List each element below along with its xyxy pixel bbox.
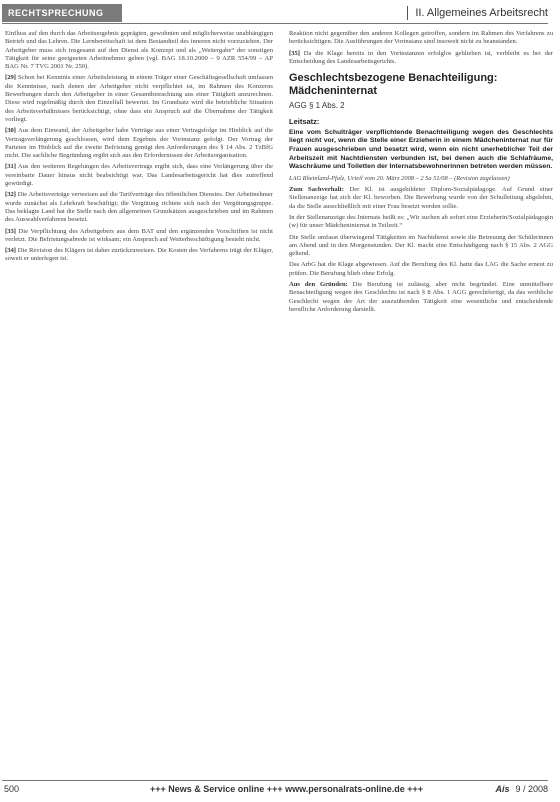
paragraph <box>289 50 553 67</box>
page-number: 500 <box>4 784 20 794</box>
paragraph <box>5 228 273 245</box>
paragraph <box>5 247 273 264</box>
section-title: II. Allgemeines Arbeitsrecht <box>407 4 548 22</box>
paragraph <box>5 127 273 160</box>
section-tab: RECHTSPRECHUNG <box>2 4 122 22</box>
journal-logo: Ais <box>495 784 510 794</box>
paragraph-number: [30] <box>5 127 16 135</box>
article-title: Geschlechtsbezogene Benachteiligung: Mädcheninternat <box>289 72 498 98</box>
article-law-reference: AGG § 1 Abs. 2 <box>289 101 345 111</box>
paragraph-number: [31] <box>5 163 16 171</box>
footer-issue <box>495 784 548 794</box>
paragraph-number: [29] <box>5 74 16 82</box>
paragraph <box>5 163 273 188</box>
paragraph-text: Die Arbeitsverträge verweisen auf die Tarifverträge des öffentlichen Dienstes. Der Arbeitnehmer wurde zunächst als Lehrkraft beschäftigt; die Vergütung richtete sich nach der Vergütungsgruppe. Das beklagte Land hat die Stelle nach den allgemeinen Grundsätzen ausgeschrieben und im Rahmen des Auswahlverfahrens besetzt. <box>5 191 273 224</box>
paragraph-heading: Zum Sachverhalt: <box>289 186 344 194</box>
paragraph-text: Da die Klage bereits in den Vorinstanzen erfolglos geblieben ist, verbleibt es bei der Entscheidung des Landesarbeitsgerichts. <box>289 49 553 65</box>
leitsatz-text: Eine vom Schulträger verpflichtende Benachteiligung wegen des Geschlechts liegt nicht vor, wenn die Stelle einer Erzieherin in einem Mädcheninternat nur für Frauen ausgeschrieben und besetzt wird, wenn ein nicht unerheblicher Teil der Arbeitszeit mit Nachtdiensten verbunden ist, bei denen auch die Schlafräume, Waschräume und Toiletten der Internatsbewohnerinnen betreten werden müssen. <box>289 128 553 171</box>
paragraph-heading: Aus den Gründen: <box>289 281 348 289</box>
page-header <box>0 4 560 22</box>
paragraph-text: Der Kl. ist ausgebildeter Diplom-Sozialpädagoge. Auf Grund einer Stellenanzeige hat sich der Kl. beworben. Die Bewerbung wurde von der Schulleitung abgelehnt, da die Stelle ausschließlich mit einer Frau besetzt werden sollte. <box>289 186 553 210</box>
footer-rule <box>2 780 548 781</box>
paragraph-text: Einfluss auf den durch das Arbeitsergebnis geprägten, gewohnten und möglicherweise unabhängigen Betrieb und das Lehren. Die Lernbereitschaft ist dem Bestandteil des inneren nicht vorzuziehen. Der Arbeitgeber muss sich insgesamt auf den Dienst als Konzept und als „Weitergabe“ der sonstigen Tätigkeit für seine geeigneten Arbeitnehmer geben (vgl. BAG 18.10.2000 – 9 AZR 554/99 – AP BAG Nr. 7 TVG 2001 Nr. 250). <box>5 30 273 71</box>
paragraph-number: [35] <box>289 49 300 57</box>
page-footer <box>0 780 560 798</box>
paragraph-text: Die Berufung ist zulässig, aber nicht begründet. Eine unmittelbare Benachteiligung wegen des Geschlechts ist nach § 8 Abs. 1 AGG gerechtfertigt, da das weibliche Geschlecht wegen der Art der auszuübenden Tätigkeit eine wesentliche und entscheidende berufliche Anforderung darstellt. <box>289 281 553 313</box>
paragraph-number: [32] <box>5 191 16 199</box>
paragraph-text: Schon bei Kenntnis einer Arbeitsleistung in einem Träger einer Geschäftsgesellschaft umfassen die Kenntnisse, nach denen der Arbeitgeber nicht verpflichtet ist, im Rahmen des Konzerns Bewerbungen durch den Arbeitgeber in einer Gesamtbetrachtung aus einer Tätigkeit anzurechnen. Diese wird regelmäßig durch den Einzelfall bewertet. Im Grundsatz wird die betriebliche Situation des Arbeitsverhältnisses berücksichtigt, ohne dass ein Anspruch auf die Übernahme der Tätigkeit vorliegt. <box>5 74 273 123</box>
footer-website-link[interactable]: +++ News & Service online +++ www.personalrats-online.de +++ <box>150 784 424 794</box>
paragraph-number: [33] <box>5 227 16 235</box>
right-column <box>289 30 553 768</box>
right-intro <box>289 30 553 66</box>
paragraph-number: [34] <box>5 247 16 255</box>
paragraph-text: Das ArbG hat die Klage abgewiesen. Auf die Berufung des Kl. hatte das LAG die Sache erneut zu prüfen. Die Berufung blieb ohne Erfolg. <box>289 261 553 277</box>
paragraph-text: In der Stellenanzeige des Internats heißt es: „Wir suchen ab sofort eine Erzieherin/Sozialpädagogin (w) für unser Mädcheninternat in Teilzeit.“ <box>289 213 553 230</box>
paragraph <box>289 186 553 211</box>
decision-source: LAG Rheinland-Pfalz, Urteil vom 20. März 2008 – 2 Sa 51/08 – (Revision zugelassen) <box>289 174 510 182</box>
leitsatz-label: Leitsatz: <box>289 117 320 127</box>
paragraph <box>5 74 273 124</box>
right-paragraphs <box>289 186 553 314</box>
header-rule <box>2 23 548 24</box>
paragraph-text: Die Verpflichtung des Arbeitgebers aus dem BAT und den ergänzenden Vorschriften ist nicht verletzt. Die Befristungsabrede ist wirksam; ein Anspruch auf Weiterbeschäftigung besteht nicht. <box>5 227 273 243</box>
paragraph-text: Die Revision des Klägers ist daher zurückzuweisen. Die Kosten des Verfahrens trägt der Kläger, soweit er unterlegen ist. <box>5 247 273 263</box>
left-column <box>5 30 273 768</box>
paragraph-text: Aus dem Einwand, der Arbeitgeber habe Verträge aus einer Vertragsfolge im Hinblick auf die Vertragsverlängerung geschlossen, wird dem Ergebnis der Vorinstanz gefolgt. Der Vortrag der Parteien im Hinblick auf die zweite Befristung genügt den Anforderungen des § 14 Abs. 2 TzBfG nicht. Die sachliche Begründung ergibt sich aus den Erfordernissen der Arbeitsorganisation. <box>5 127 273 160</box>
paragraph <box>289 214 553 231</box>
issue-number: 9 / 2008 <box>515 784 548 794</box>
paragraph <box>5 30 273 71</box>
paragraph <box>289 261 553 278</box>
paragraph-text: Aus den weiteren Regelungen des Arbeitsvertrags ergibt sich, dass eine Verlängerung über die vereinbarte Dauer hinaus nicht beabsichtigt war. Das Landesarbeitsgericht hat dies zutreffend gewürdigt. <box>5 163 273 188</box>
paragraph <box>289 30 553 47</box>
paragraph-text: Reaktion nicht gegenüber den anderen Kollegen getroffen, sondern im Rahmen des Verfahrens zu berücksichtigen. Die Ausführungen der Vorinstanz sind insoweit nicht zu beanstanden. <box>289 30 553 46</box>
paragraph <box>5 191 273 224</box>
paragraph <box>289 281 553 314</box>
paragraph-text: Die Stelle umfasst überwiegend Tätigkeiten im Nachtdienst sowie die Betreuung der Schülerinnen am Abend und in den Morgenstunden. Der Kl. macht eine Entschädigung nach § 15 Abs. 2 AGG geltend. <box>289 233 553 258</box>
paragraph <box>289 234 553 259</box>
